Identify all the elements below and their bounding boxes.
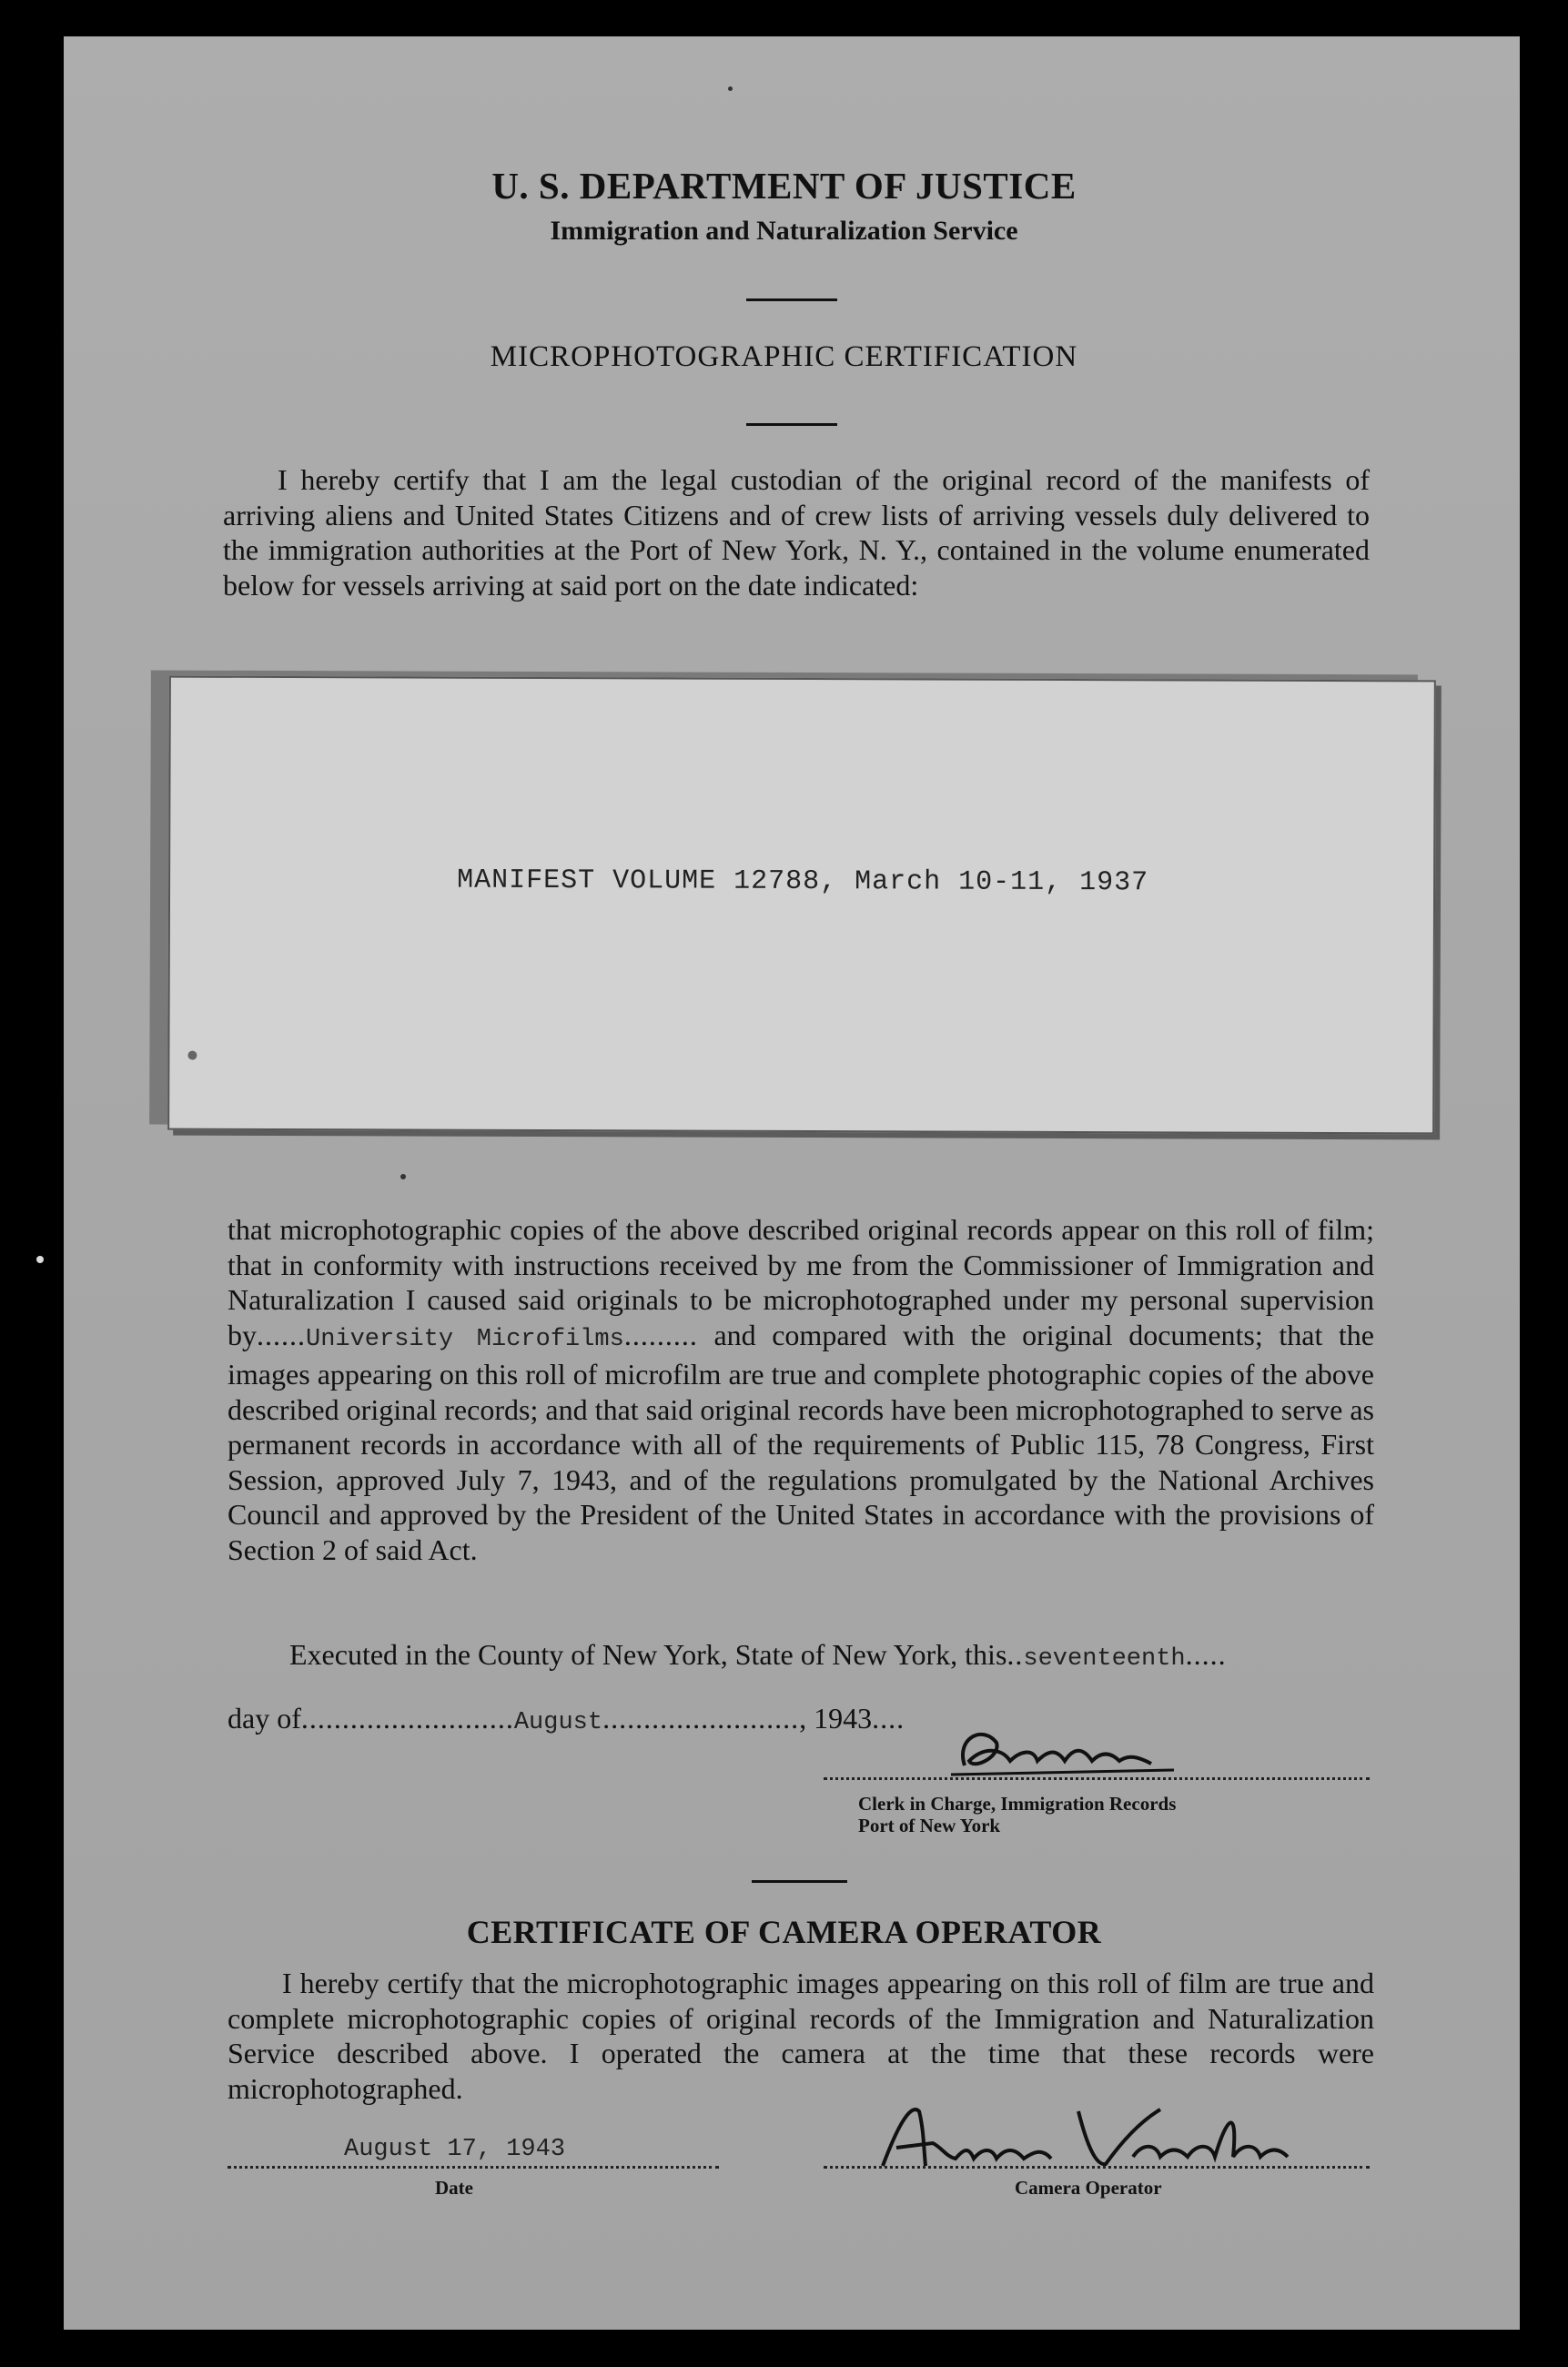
- header-rule-2: [746, 423, 837, 426]
- clerk-title-line2: Port of New York: [858, 1815, 1001, 1836]
- manifest-volume-text: MANIFEST VOLUME 12788, March 10-11, 1937: [457, 865, 1149, 899]
- month-value: August: [513, 1709, 603, 1736]
- camera-certificate-paragraph: I hereby certify that the microphotographic images appearing on this roll of film are true and complete microphotographic copies of original records of the Immigration and Naturalization Service described above. I operated the camera at the time that these records were microphotographed.: [228, 1967, 1374, 2105]
- margin-mark-1: [36, 1256, 44, 1263]
- card-punch-mark: [187, 1051, 197, 1060]
- clerk-title: [858, 1793, 1176, 1836]
- manifest-card: [167, 676, 1436, 1135]
- copies-paragraph-part2: and compared with the original documents; that the images appearing on this roll of microfilm are true and complete photographic copies of the above described original records; and that said original records have been microphotographed to serve as permanent records in accordance with all of the requirements of Public 115, 78 Congress, First Session, approved July 7, 1943, and of the regulations promulgated by the National Archives Council and approved by the President of the United States in accordance with the provisions of Section 2 of said Act.: [228, 1318, 1375, 1566]
- custodian-paragraph: I hereby certify that I am the legal custodian of the original record of the manifests of arriving aliens and United States Citizens and of crew lists of arriving vessels duly delivered to the immigration authorities at the Port of New York, N. Y., contained in the volume enumerated below for vessels arriving at said port on the date indicated:: [223, 463, 1370, 602]
- date-label: Date: [435, 2177, 473, 2199]
- clerk-signature: [946, 1720, 1183, 1784]
- executed-day-value: seventeenth: [1023, 1645, 1186, 1673]
- executed-prefix: Executed in the County of New York, State of New York, this: [289, 1638, 1007, 1671]
- service-subheading: Immigration and Naturalization Service: [550, 216, 1018, 246]
- filmed-by-value: University Microfilms: [306, 1325, 624, 1353]
- header-rule-1: [746, 298, 837, 301]
- camera-certificate-heading: CERTIFICATE OF CAMERA OPERATOR: [466, 1914, 1102, 1950]
- date-value: August 17, 1943: [344, 2136, 566, 2163]
- camera-operator-line: [824, 2166, 1370, 2169]
- certification-title: MICROPHOTOGRAPHIC CERTIFICATION: [490, 340, 1078, 373]
- margin-mark-3: [728, 86, 733, 91]
- margin-mark-2: [400, 1174, 406, 1179]
- department-heading: U. S. DEPARTMENT OF JUSTICE: [491, 165, 1077, 207]
- clerk-title-line1: Clerk in Charge, Immigration Records: [858, 1793, 1177, 1815]
- camera-operator-label: Camera Operator: [1015, 2177, 1162, 2199]
- section-rule: [752, 1880, 847, 1883]
- day-of-label: day of: [228, 1702, 301, 1735]
- copies-paragraph-part1: that microphotographic copies of the above described original records appear on this roll of film; that in conformity with instructions received by me from the Commissioner of Immigration and Naturalization I caused said originals to be microphotographed under my personal supervision by: [228, 1213, 1374, 1351]
- copies-paragraph: that microphotographic copies of the above described original records appear on this roll of film; that in conformity with instructions received by me from the Commissioner of Immigration and Naturalization I caused said originals to be microphotographed under my personal supervision by......University Microfilms......... and compared with the original documents; that the images appearing on this roll of microfilm are true and complete photographic copies of the above described original records; and that said original records have been microphotographed to serve as permanent records in accordance with all of the requirements of Public 115, 78 Congress, First Session, approved July 7, 1943, and of the regulations promulgated by the National Archives Council and approved by the President of the United States in accordance with the provisions of Section 2 of said Act.: [228, 1213, 1375, 1566]
- date-line: [228, 2166, 719, 2169]
- day-of-line: day of..........................August........................, 1943....: [228, 1702, 905, 1736]
- year-value: , 1943: [799, 1702, 873, 1735]
- camera-operator-signature: [869, 2093, 1342, 2175]
- executed-line: Executed in the County of New York, State of New York, this..seventeenth.....: [289, 1638, 1227, 1673]
